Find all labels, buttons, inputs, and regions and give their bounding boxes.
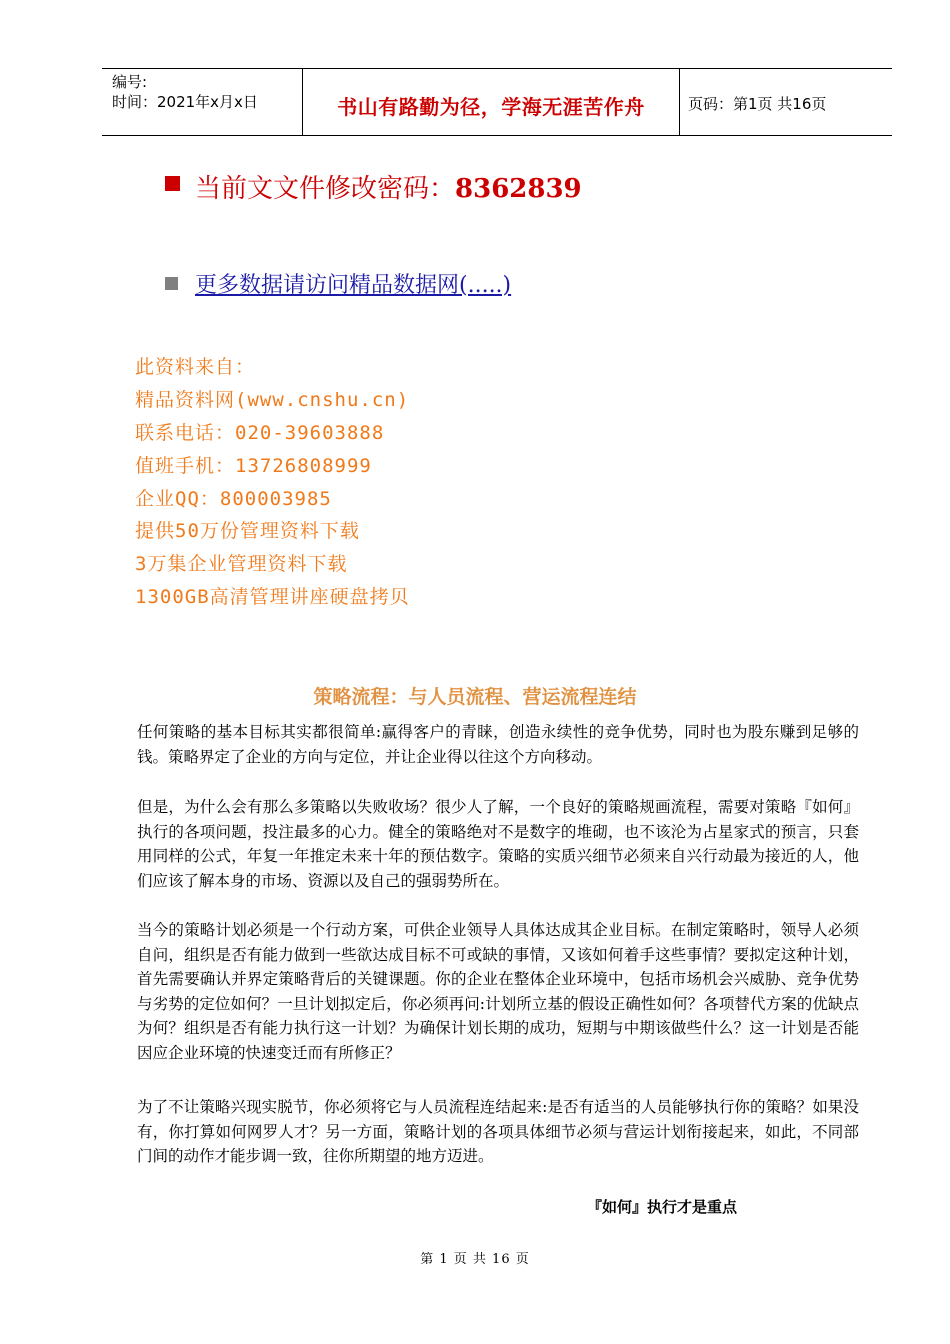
source-line: 1300GB高清管理讲座硬盘拷贝 <box>135 586 410 608</box>
page-info: 页码：第1页 共16页 <box>688 95 827 113</box>
password-notice <box>195 168 582 205</box>
source-line: 3万集企业管理资料下载 <box>135 553 348 575</box>
header-meta-cell <box>102 69 303 135</box>
article-title: 策略流程：与人员流程、营运流程连结 <box>313 686 637 708</box>
page-footer: 第 1 页 共 16 页 <box>420 1252 530 1267</box>
header-motto-cell <box>303 69 680 135</box>
article-paragraph: 任何策略的基本目标其实都很简单:赢得客户的青睐，创造永续性的竞争优势，同时也为股东赚到足够的钱。策略界定了企业的方向与定位，并让企业得以往这个方向移动。 <box>137 723 859 766</box>
article-paragraph: 为了不让策略兴现实脱节，你必须将它与人员流程连结起来:是否有适当的人员能够执行你的策略？如果没有，你打算如何网罗人才？另一方面，策略计划的各项具体细节必须与营运计划衔接起来，如此，不同部门间的动作才能步调一致，往你所期望的地方迈进。 <box>137 1098 859 1165</box>
gray-square-bullet-icon <box>165 277 178 290</box>
article-paragraph: 当今的策略计划必须是一个行动方案，可供企业领导人具体达成其企业目标。在制定策略时，领导人必须自问，组织是否有能力做到一些欲达成目标不可或缺的事情，又该如何着手这些事情？要拟定这种计划，首先需要确认并界定策略背后的关键课题。你的企业在整体企业环境中，包括市场机会兴威胁、竞争优势与劣势的定位如何？一旦计划拟定后，你必须再问:计划所立基的假设正确性如何？各项替代方案的优缺点为何？组织是否有能力执行这一计划？为确保计划长期的成功，短期与中期该做些什么？这一计划是否能因应企业环境的快速变迁而有所修正？ <box>137 921 859 1062</box>
red-square-bullet-icon <box>165 176 180 191</box>
password-value: 8362839 <box>455 174 582 204</box>
article-paragraph: 但是，为什么会有那么多策略以失败收场？很少人了解，一个良好的策略规画流程，需要对策略『如何』执行的各项问题，投注最多的心力。健全的策略绝对不是数字的堆砌，也不该沦为占星家式的预言，只套用同样的公式，年复一年推定未来十年的预估数字。策略的实质兴细节必须来自兴行动最为接近的人，他们应该了解本身的市场、资源以及自己的强弱势所在。 <box>137 798 859 890</box>
motto-text: 书山有路勤为径，学海无涯苦作舟 <box>337 95 645 119</box>
time-label: 时间：2021年x月x日 <box>112 93 258 111</box>
source-line: 精品资料网(www.cnshu.cn) <box>135 389 410 411</box>
source-line: 值班手机：13726808999 <box>135 455 372 477</box>
header-page-cell <box>680 69 892 135</box>
source-line: 提供50万份管理资料下载 <box>135 520 360 542</box>
source-line: 企业QQ：800003985 <box>135 488 332 510</box>
number-label: 编号: <box>112 73 148 91</box>
article-subheading: 『如何』执行才是重点 <box>587 1198 738 1216</box>
password-prefix: 当前文文件修改密码： <box>195 174 456 204</box>
more-data-link[interactable]: 更多数据请访问精品数据网(.....) <box>195 273 512 298</box>
source-line: 联系电话：020-39603888 <box>135 422 385 444</box>
document-header <box>102 68 892 136</box>
source-line: 此资料来自： <box>135 356 256 378</box>
